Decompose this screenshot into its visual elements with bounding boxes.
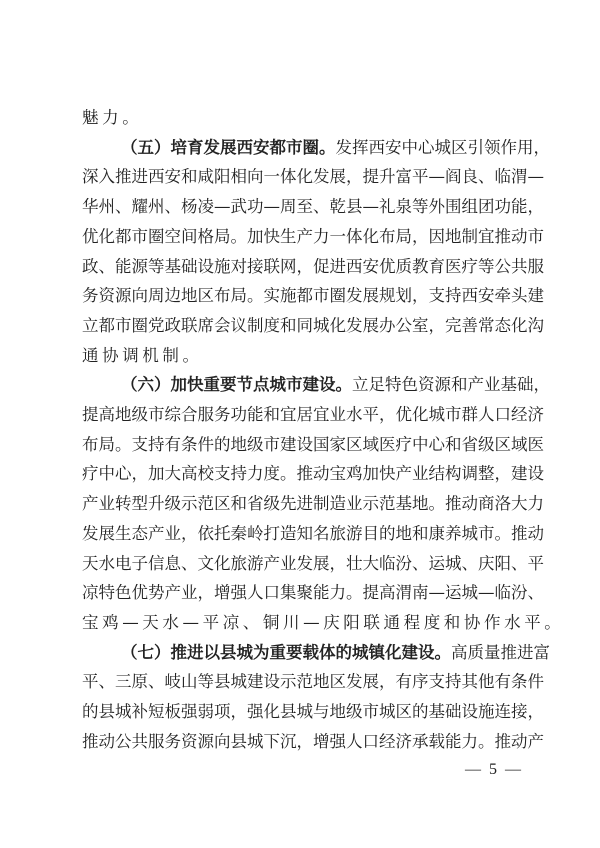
page-number: — 5 — [465, 761, 523, 778]
body-text: 天水电子信息、文化旅游产业发展，壮大临汾、运城、庆阳、平 [82, 553, 544, 573]
body-text: 布局。支持有条件的地级市建设国家区域医疗中心和省级区域医 [82, 434, 544, 454]
body-text: 深入推进西安和咸阳相向一体化发展，提升富平—阎良、临渭— [82, 167, 544, 187]
text-line [82, 463, 544, 485]
body-text: 的县城补短板强弱项，强化县城与地级市城区的基础设施连接， [82, 702, 544, 721]
body-text: 平、三原、岐山等县城建设示范地区发展，有序支持其他有条件 [82, 672, 544, 692]
body-text: 政、能源等基础设施对接联网，促进西安优质教育医疗等公共服 [82, 256, 544, 276]
body-text: 产业转型升级示范区和省级先进制造业示范基地。推动商洛大力 [82, 494, 544, 514]
body-text: 疗中心，加大高校支持力度。推动宝鸡加快产业结构调整，建设 [82, 464, 544, 484]
body-text: 发挥西安中心城区引领作用， [335, 137, 550, 157]
body-text: 立足特色资源和产业基础， [352, 375, 550, 395]
body-text: 魅力。 [82, 108, 143, 127]
text-line [82, 701, 544, 723]
body-text: 通协调机制。 [82, 345, 203, 365]
body-text: 宝鸡—天水—平凉、铜川—庆阳联通程度和协作水平。 [82, 612, 565, 632]
text-line [82, 404, 544, 426]
body-text: 推动公共服务资源向县城下沉，增强人口经济承载能力。推动产 [82, 731, 544, 751]
text-line [82, 256, 544, 278]
body-text: 立都市圈党政联席会议制度和同城化发展办公室，完善常态化沟 [82, 315, 544, 335]
text-line [82, 226, 544, 248]
body-text: 优化都市圈空间格局。加快生产力一体化布局，因地制宜推动市 [82, 226, 544, 246]
text-line [82, 434, 544, 456]
text-line [82, 166, 544, 188]
body-text: 华州、耀州、杨凌—武功—周至、乾县—礼泉等外围组团功能， [82, 197, 544, 217]
text-line [82, 196, 544, 218]
text-line [82, 493, 544, 515]
text-line [82, 107, 516, 129]
text-line [82, 315, 544, 337]
text-line [82, 553, 544, 575]
body-text: 高质量推进富 [451, 642, 550, 662]
text-line [121, 374, 550, 396]
body-text: 务资源向周边地区布局。实施都市圈发展规划，支持西安牵头建 [82, 286, 544, 306]
section-heading: （七）推进以县城为重要载体的城镇化建设。 [121, 642, 451, 662]
body-text: 提高地级市综合服务功能和宜居宜业水平，优化城市群人口经济 [82, 405, 544, 424]
text-line [121, 642, 550, 664]
text-line [121, 137, 550, 159]
section-heading: （六）加快重要节点城市建设。 [121, 375, 352, 395]
text-line [82, 582, 544, 604]
text-line [82, 731, 544, 753]
text-line [82, 612, 565, 634]
body-text: 凉特色优势产业，增强人口集聚能力。提高渭南—运城—临汾、 [82, 583, 544, 603]
section-heading: （五）培育发展西安都市圈。 [121, 137, 336, 157]
text-line [82, 671, 544, 693]
text-line [82, 523, 544, 545]
body-text: 发展生态产业，依托秦岭打造知名旅游目的地和康养城市。推动 [82, 523, 544, 543]
text-line [82, 345, 516, 367]
text-line [82, 285, 544, 307]
